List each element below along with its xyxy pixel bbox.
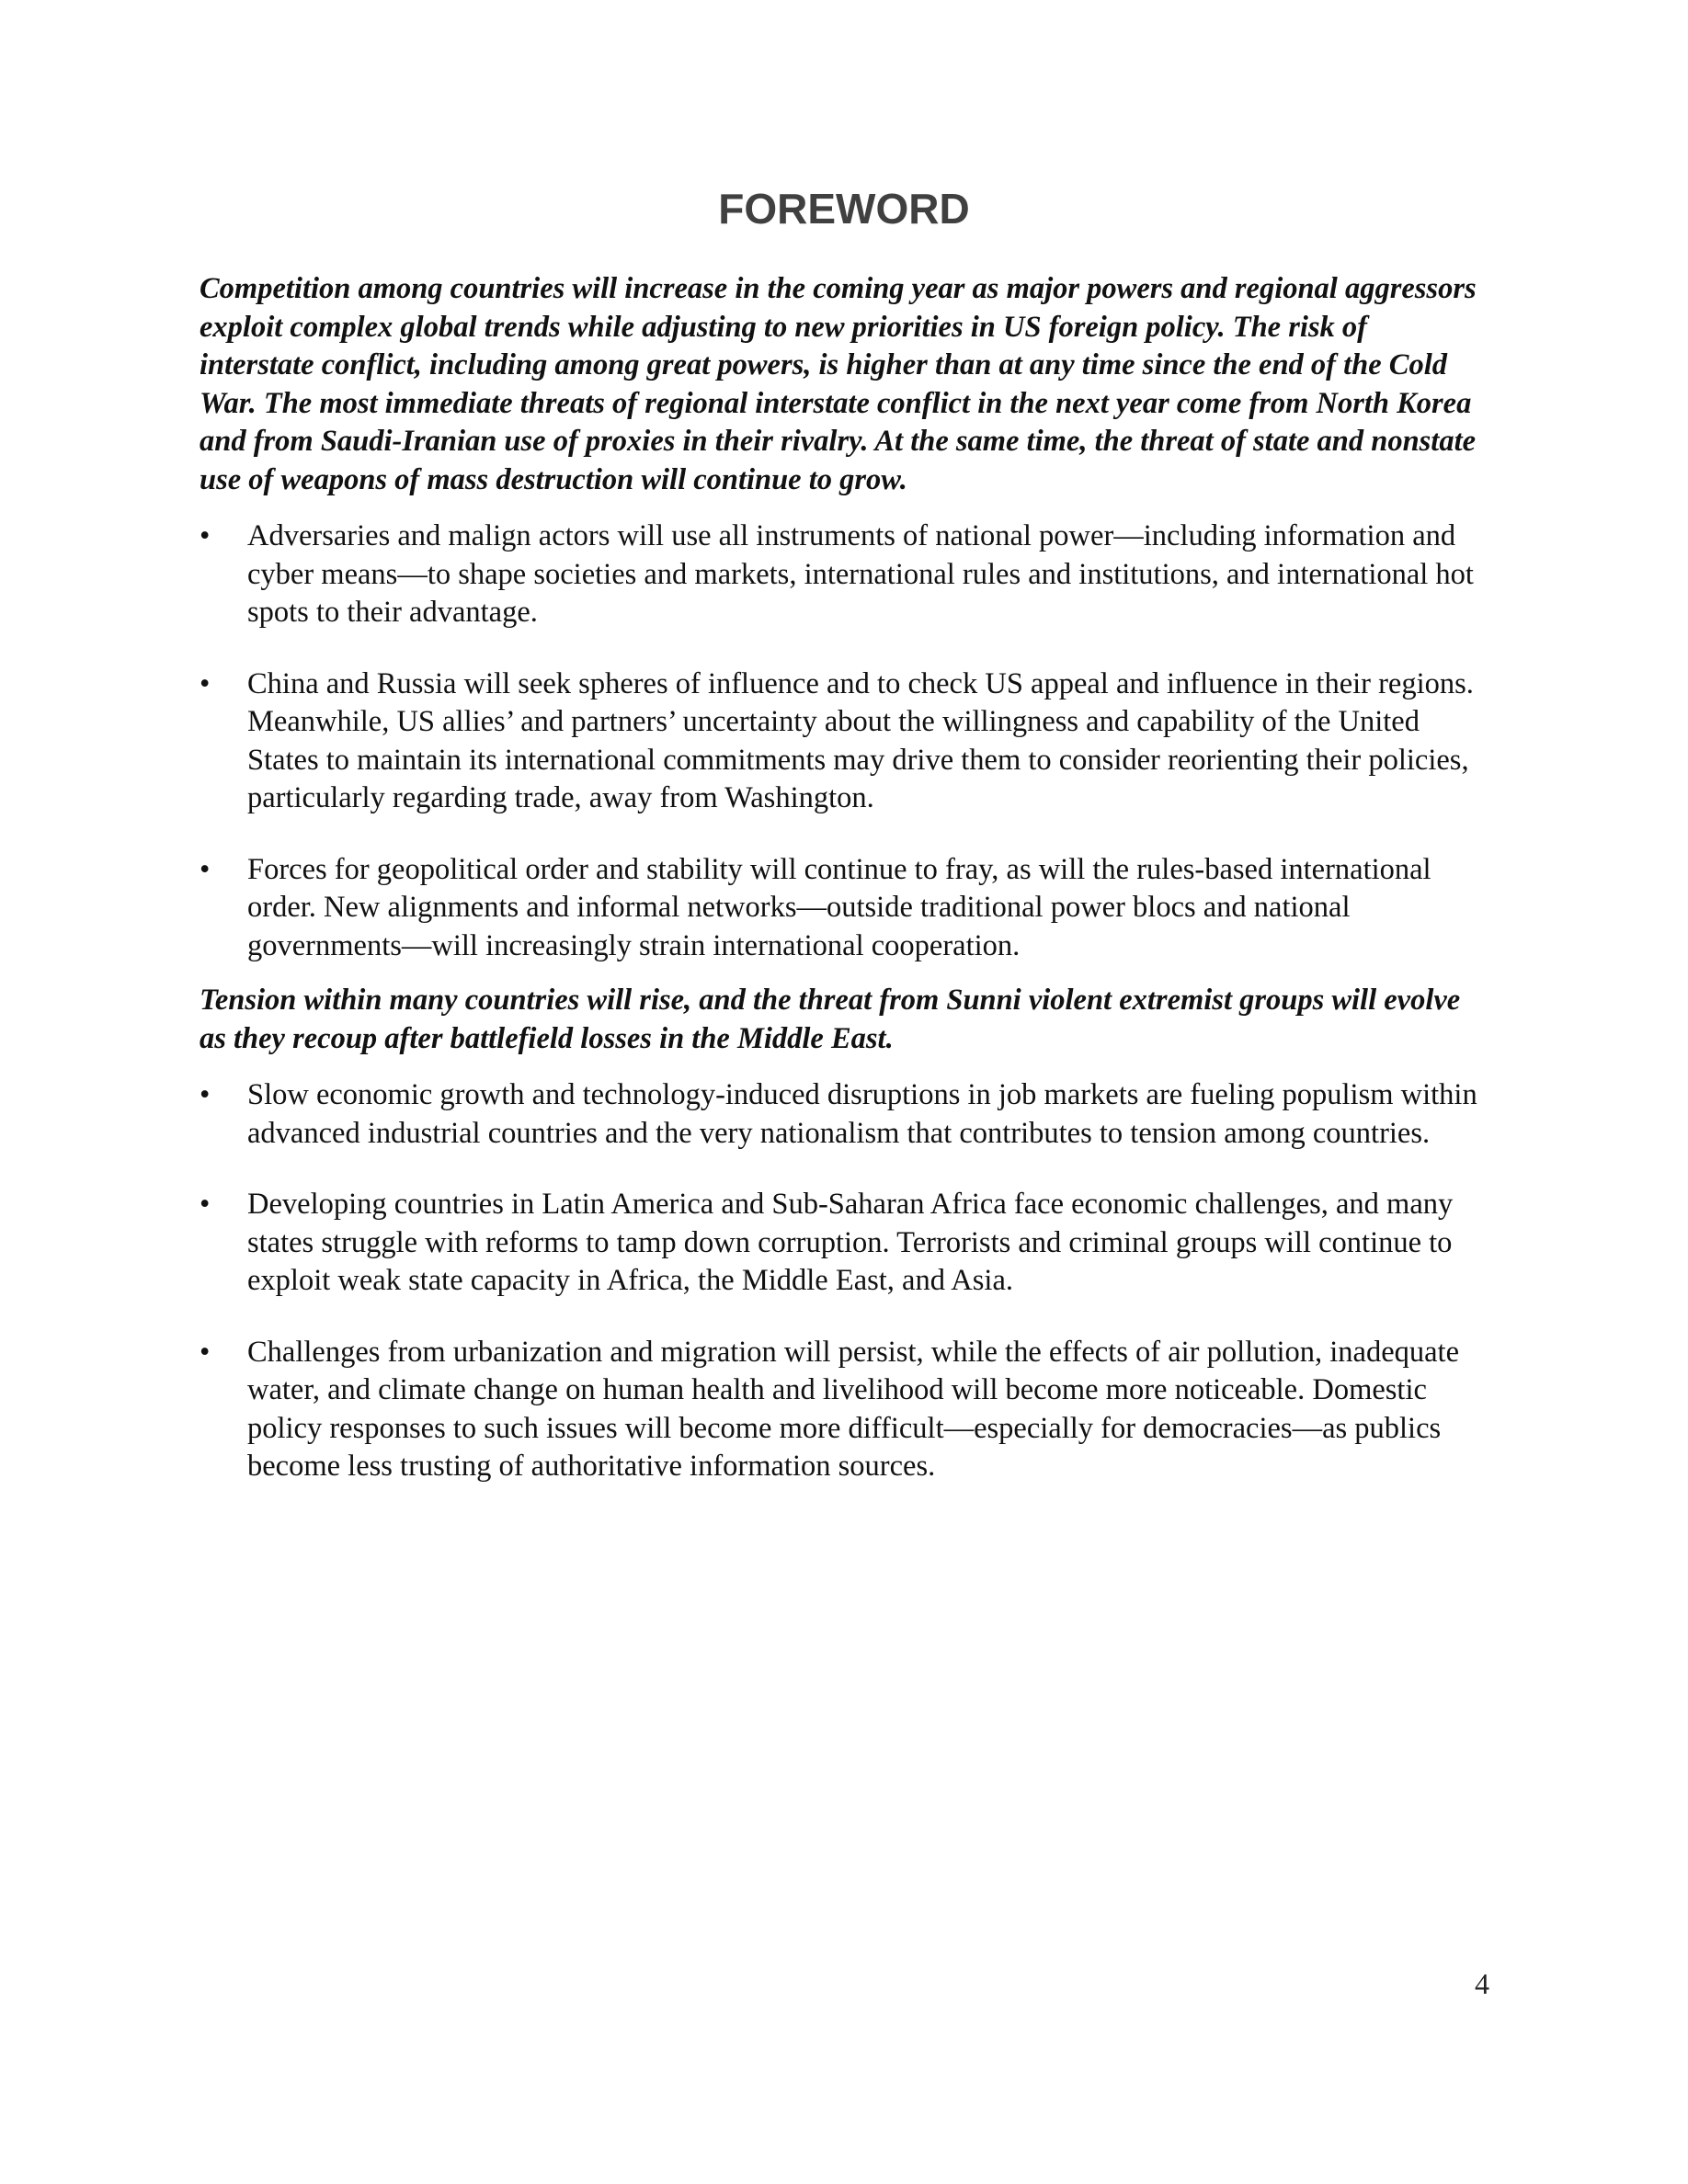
page-title: FOREWORD (718, 185, 970, 233)
lead-paragraph-2: Tension within many countries will rise, and the threat from Sunni violent extremist groups will evolve as they recoup after battlefield losses in the Middle East. (200, 984, 1461, 1055)
bullet-text: Forces for geopolitical order and stability will continue to fray, as will the rules-based international order. New alignments and informal networks—outside traditional power blocs and national governments—will increasingly strain international cooperation. (247, 852, 1431, 962)
bullet-list-1 (200, 518, 1487, 965)
list-item (200, 665, 1484, 818)
list-item (200, 1186, 1484, 1301)
bullet-list-2 (200, 1076, 1487, 1486)
bullet-text: China and Russia will seek spheres of influence and to check US appeal and influence in their regions. Meanwhile, US allies’ and partners’ uncertainty about the willingness and capability of the United States to maintain its international commitments may drive them to consider reorienting their policies, particularly regarding trade, away from Washington. (247, 666, 1474, 814)
bullet-text: Developing countries in Latin America and Sub-Saharan Africa face economic challenges, and many states struggle with reforms to tamp down corruption. Terrorists and criminal groups will continue to exploit weak state capacity in Africa, the Middle East, and Asia. (247, 1188, 1454, 1297)
bullet-icon: • (200, 852, 211, 886)
bullet-icon: • (200, 1335, 211, 1369)
bullet-icon: • (200, 519, 211, 552)
list-item (200, 518, 1484, 632)
bullet-icon: • (200, 666, 211, 700)
page-content (200, 270, 1487, 1519)
list-item (200, 851, 1484, 966)
lead-paragraph-1: Competition among countries will increase in the coming year as major powers and regional aggressors exploit complex global trends while adjusting to new priorities in US foreign policy. The risk of interstate conflict, including among great powers, is higher than at any time since the end of the Cold War. The most immediate threats of regional interstate conflict in the next year come from North Korea and from Saudi-Iranian use of proxies in their rivalry. At the same time, the threat of state and nonstate use of weapons of mass destruction will continue to grow. (200, 272, 1477, 496)
bullet-text: Slow economic growth and technology-induced disruptions in job markets are fueling populism within advanced industrial countries and the very nationalism that contributes to tension among countries. (247, 1078, 1477, 1150)
page-number: 4 (1475, 1967, 1489, 2000)
bullet-text: Adversaries and malign actors will use all instruments of national power—including information and cyber means—to shape societies and markets, international rules and institutions, and international hot spots to their advantage. (247, 519, 1474, 629)
list-item (200, 1334, 1484, 1486)
bullet-text: Challenges from urbanization and migration will persist, while the effects of air pollution, inadequate water, and climate change on human health and livelihood will become more noticeable. Domestic policy responses to such issues will become more difficult—especially for democracies—as publics become less trusting of authoritative information sources. (247, 1335, 1459, 1483)
bullet-icon: • (200, 1188, 211, 1221)
bullet-icon: • (200, 1078, 211, 1111)
list-item (200, 1076, 1484, 1153)
